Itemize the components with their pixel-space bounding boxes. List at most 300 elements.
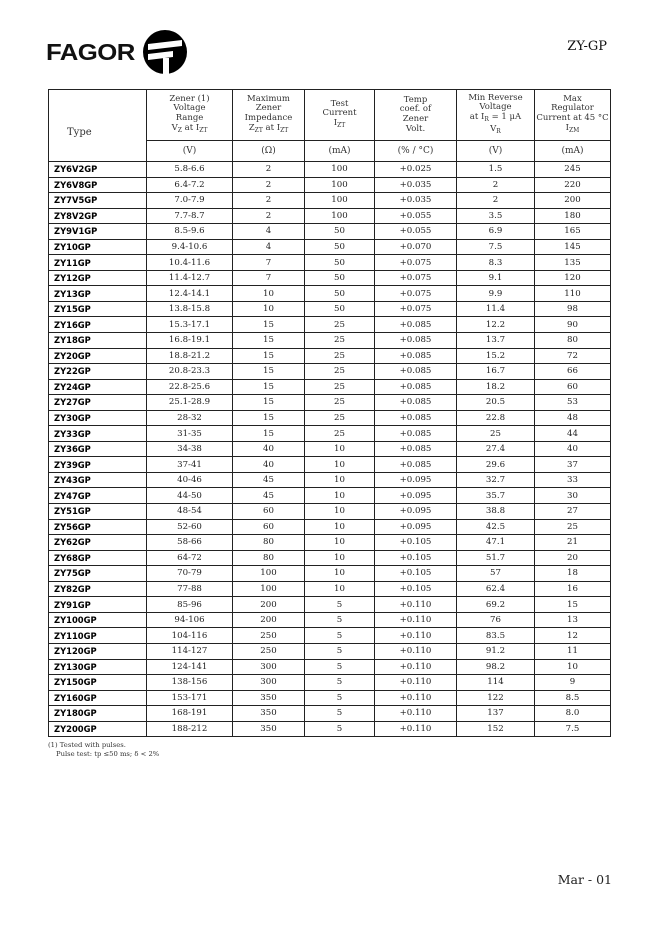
cell-temp-coef: +0.110 xyxy=(375,706,457,722)
cell-impedance: 15 xyxy=(233,317,305,333)
cell-regulator-current: 11 xyxy=(535,643,611,659)
table-header-row xyxy=(49,90,611,141)
cell-temp-coef: +0.105 xyxy=(375,535,457,551)
cell-temp-coef: +0.105 xyxy=(375,581,457,597)
cell-test-current: 100 xyxy=(305,162,375,178)
cell-reverse-voltage: 42.5 xyxy=(457,519,535,535)
cell-test-current: 5 xyxy=(305,643,375,659)
cell-temp-coef: +0.070 xyxy=(375,239,457,255)
cell-zener-voltage: 64-72 xyxy=(147,550,233,566)
cell-impedance: 300 xyxy=(233,659,305,675)
cell-type: ZY12GP xyxy=(49,270,147,286)
cell-type: ZY110GP xyxy=(49,628,147,644)
table-row xyxy=(49,333,611,349)
cell-zener-voltage: 58-66 xyxy=(147,535,233,551)
cell-regulator-current: 20 xyxy=(535,550,611,566)
cell-zener-voltage: 10.4-11.6 xyxy=(147,255,233,271)
cell-impedance: 350 xyxy=(233,706,305,722)
cell-zener-voltage: 34-38 xyxy=(147,441,233,457)
table-row xyxy=(49,581,611,597)
cell-zener-voltage: 77-88 xyxy=(147,581,233,597)
cell-regulator-current: 53 xyxy=(535,395,611,411)
cell-type: ZY160GP xyxy=(49,690,147,706)
col-header-test-current: Test Current $I_{ZT}$ xyxy=(305,90,375,141)
cell-temp-coef: +0.025 xyxy=(375,162,457,178)
cell-reverse-voltage: 98.2 xyxy=(457,659,535,675)
footnote-pulses: (1) Tested with pulses. xyxy=(48,741,126,749)
cell-impedance: 40 xyxy=(233,457,305,473)
col-header-zener-voltage: Zener (1) Voltage Range $V_Z$ at $I_{ZT}$ xyxy=(147,90,233,141)
cell-reverse-voltage: 114 xyxy=(457,675,535,691)
cell-reverse-voltage: 91.2 xyxy=(457,643,535,659)
table-row xyxy=(49,162,611,178)
cell-temp-coef: +0.110 xyxy=(375,659,457,675)
table-row xyxy=(49,255,611,271)
cell-regulator-current: 66 xyxy=(535,364,611,380)
cell-impedance: 15 xyxy=(233,364,305,380)
cell-regulator-current: 44 xyxy=(535,426,611,442)
cell-impedance: 45 xyxy=(233,488,305,504)
cell-reverse-voltage: 25 xyxy=(457,426,535,442)
cell-regulator-current: 180 xyxy=(535,208,611,224)
table-row xyxy=(49,488,611,504)
cell-zener-voltage: 7.0-7.9 xyxy=(147,193,233,209)
table-row xyxy=(49,239,611,255)
cell-test-current: 5 xyxy=(305,675,375,691)
cell-reverse-voltage: 47.1 xyxy=(457,535,535,551)
table-row xyxy=(49,612,611,628)
cell-regulator-current: 33 xyxy=(535,472,611,488)
cell-temp-coef: +0.095 xyxy=(375,504,457,520)
table-row xyxy=(49,364,611,380)
cell-impedance: 15 xyxy=(233,379,305,395)
cell-regulator-current: 245 xyxy=(535,162,611,178)
table-row xyxy=(49,286,611,302)
cell-impedance: 200 xyxy=(233,597,305,613)
cell-zener-voltage: 94-106 xyxy=(147,612,233,628)
cell-impedance: 45 xyxy=(233,472,305,488)
cell-test-current: 5 xyxy=(305,659,375,675)
cell-test-current: 25 xyxy=(305,333,375,349)
cell-test-current: 50 xyxy=(305,286,375,302)
cell-temp-coef: +0.110 xyxy=(375,675,457,691)
cell-impedance: 80 xyxy=(233,535,305,551)
page-header xyxy=(0,0,662,80)
cell-reverse-voltage: 69.2 xyxy=(457,597,535,613)
cell-zener-voltage: 40-46 xyxy=(147,472,233,488)
cell-reverse-voltage: 9.1 xyxy=(457,270,535,286)
table-row xyxy=(49,519,611,535)
cell-impedance: 60 xyxy=(233,519,305,535)
cell-temp-coef: +0.110 xyxy=(375,721,457,737)
cell-zener-voltage: 52-60 xyxy=(147,519,233,535)
cell-impedance: 2 xyxy=(233,208,305,224)
cell-reverse-voltage: 152 xyxy=(457,721,535,737)
cell-test-current: 10 xyxy=(305,472,375,488)
footnotes xyxy=(48,741,159,759)
cell-impedance: 7 xyxy=(233,270,305,286)
col-header-type: Type xyxy=(49,90,147,162)
cell-impedance: 7 xyxy=(233,255,305,271)
cell-temp-coef: +0.110 xyxy=(375,628,457,644)
unit-reverse-voltage: (V) xyxy=(457,141,535,162)
cell-type: ZY75GP xyxy=(49,566,147,582)
cell-test-current: 50 xyxy=(305,224,375,240)
cell-impedance: 300 xyxy=(233,675,305,691)
cell-test-current: 10 xyxy=(305,535,375,551)
cell-temp-coef: +0.110 xyxy=(375,643,457,659)
cell-reverse-voltage: 22.8 xyxy=(457,410,535,426)
cell-test-current: 10 xyxy=(305,550,375,566)
table-row xyxy=(49,270,611,286)
table-body xyxy=(49,162,611,737)
cell-test-current: 50 xyxy=(305,301,375,317)
cell-test-current: 50 xyxy=(305,255,375,271)
cell-test-current: 5 xyxy=(305,612,375,628)
table-row xyxy=(49,379,611,395)
cell-type: ZY24GP xyxy=(49,379,147,395)
cell-type: ZY100GP xyxy=(49,612,147,628)
unit-voltage: (V) xyxy=(147,141,233,162)
cell-reverse-voltage: 29.6 xyxy=(457,457,535,473)
cell-impedance: 350 xyxy=(233,721,305,737)
cell-test-current: 50 xyxy=(305,239,375,255)
cell-type: ZY33GP xyxy=(49,426,147,442)
cell-temp-coef: +0.085 xyxy=(375,317,457,333)
cell-test-current: 10 xyxy=(305,519,375,535)
cell-zener-voltage: 7.7-8.7 xyxy=(147,208,233,224)
cell-temp-coef: +0.075 xyxy=(375,301,457,317)
cell-reverse-voltage: 18.2 xyxy=(457,379,535,395)
cell-type: ZY200GP xyxy=(49,721,147,737)
col-header-temp-coef: Temp coef. of Zener Volt. xyxy=(375,90,457,141)
cell-type: ZY56GP xyxy=(49,519,147,535)
cell-impedance: 350 xyxy=(233,690,305,706)
cell-impedance: 4 xyxy=(233,239,305,255)
cell-type: ZY27GP xyxy=(49,395,147,411)
unit-test-current: (mA) xyxy=(305,141,375,162)
cell-temp-coef: +0.095 xyxy=(375,519,457,535)
cell-zener-voltage: 8.5-9.6 xyxy=(147,224,233,240)
cell-test-current: 25 xyxy=(305,410,375,426)
table-row xyxy=(49,690,611,706)
cell-zener-voltage: 37-41 xyxy=(147,457,233,473)
cell-zener-voltage: 9.4-10.6 xyxy=(147,239,233,255)
table-row xyxy=(49,410,611,426)
cell-impedance: 10 xyxy=(233,286,305,302)
table-row xyxy=(49,317,611,333)
cell-reverse-voltage: 1.5 xyxy=(457,162,535,178)
cell-type: ZY150GP xyxy=(49,675,147,691)
cell-temp-coef: +0.085 xyxy=(375,457,457,473)
cell-temp-coef: +0.085 xyxy=(375,364,457,380)
brand-name: FAGOR xyxy=(46,38,135,65)
cell-temp-coef: +0.105 xyxy=(375,566,457,582)
cell-impedance: 250 xyxy=(233,628,305,644)
cell-type: ZY180GP xyxy=(49,706,147,722)
cell-reverse-voltage: 15.2 xyxy=(457,348,535,364)
cell-type: ZY6V2GP xyxy=(49,162,147,178)
cell-type: ZY91GP xyxy=(49,597,147,613)
cell-test-current: 5 xyxy=(305,721,375,737)
cell-regulator-current: 60 xyxy=(535,379,611,395)
table-row xyxy=(49,395,611,411)
cell-test-current: 25 xyxy=(305,348,375,364)
cell-test-current: 10 xyxy=(305,488,375,504)
cell-zener-voltage: 11.4-12.7 xyxy=(147,270,233,286)
cell-reverse-voltage: 27.4 xyxy=(457,441,535,457)
table-row xyxy=(49,457,611,473)
cell-temp-coef: +0.110 xyxy=(375,597,457,613)
cell-zener-voltage: 104-116 xyxy=(147,628,233,644)
cell-zener-voltage: 44-50 xyxy=(147,488,233,504)
table-row xyxy=(49,348,611,364)
table-row xyxy=(49,550,611,566)
table-row xyxy=(49,472,611,488)
cell-impedance: 15 xyxy=(233,410,305,426)
table-row xyxy=(49,675,611,691)
cell-reverse-voltage: 6.9 xyxy=(457,224,535,240)
cell-reverse-voltage: 2 xyxy=(457,193,535,209)
cell-type: ZY7V5GP xyxy=(49,193,147,209)
cell-reverse-voltage: 7.5 xyxy=(457,239,535,255)
table-row xyxy=(49,301,611,317)
cell-regulator-current: 16 xyxy=(535,581,611,597)
cell-regulator-current: 110 xyxy=(535,286,611,302)
cell-zener-voltage: 48-54 xyxy=(147,504,233,520)
cell-reverse-voltage: 2 xyxy=(457,177,535,193)
cell-test-current: 25 xyxy=(305,364,375,380)
cell-reverse-voltage: 20.5 xyxy=(457,395,535,411)
cell-regulator-current: 90 xyxy=(535,317,611,333)
cell-temp-coef: +0.085 xyxy=(375,441,457,457)
cell-regulator-current: 12 xyxy=(535,628,611,644)
cell-test-current: 5 xyxy=(305,690,375,706)
cell-type: ZY10GP xyxy=(49,239,147,255)
table-row xyxy=(49,628,611,644)
unit-temp-coef: (% / °C) xyxy=(375,141,457,162)
cell-type: ZY15GP xyxy=(49,301,147,317)
cell-regulator-current: 72 xyxy=(535,348,611,364)
cell-type: ZY36GP xyxy=(49,441,147,457)
cell-impedance: 60 xyxy=(233,504,305,520)
cell-reverse-voltage: 35.7 xyxy=(457,488,535,504)
cell-type: ZY130GP xyxy=(49,659,147,675)
table-row xyxy=(49,177,611,193)
cell-temp-coef: +0.075 xyxy=(375,270,457,286)
cell-regulator-current: 120 xyxy=(535,270,611,286)
cell-reverse-voltage: 9.9 xyxy=(457,286,535,302)
cell-zener-voltage: 6.4-7.2 xyxy=(147,177,233,193)
cell-type: ZY82GP xyxy=(49,581,147,597)
cell-type: ZY22GP xyxy=(49,364,147,380)
cell-type: ZY47GP xyxy=(49,488,147,504)
cell-test-current: 50 xyxy=(305,270,375,286)
cell-temp-coef: +0.110 xyxy=(375,690,457,706)
cell-regulator-current: 15 xyxy=(535,597,611,613)
table-row xyxy=(49,504,611,520)
cell-test-current: 25 xyxy=(305,317,375,333)
cell-reverse-voltage: 83.5 xyxy=(457,628,535,644)
cell-zener-voltage: 20.8-23.3 xyxy=(147,364,233,380)
cell-test-current: 100 xyxy=(305,177,375,193)
fagor-logo xyxy=(46,30,187,74)
cell-reverse-voltage: 32.7 xyxy=(457,472,535,488)
cell-regulator-current: 7.5 xyxy=(535,721,611,737)
revision-date: Mar - 01 xyxy=(557,872,612,887)
cell-type: ZY18GP xyxy=(49,333,147,349)
cell-zener-voltage: 12.4-14.1 xyxy=(147,286,233,302)
cell-test-current: 5 xyxy=(305,628,375,644)
cell-test-current: 25 xyxy=(305,426,375,442)
cell-type: ZY51GP xyxy=(49,504,147,520)
cell-zener-voltage: 25.1-28.9 xyxy=(147,395,233,411)
cell-regulator-current: 13 xyxy=(535,612,611,628)
cell-regulator-current: 18 xyxy=(535,566,611,582)
cell-reverse-voltage: 38.8 xyxy=(457,504,535,520)
cell-regulator-current: 80 xyxy=(535,333,611,349)
cell-type: ZY6V8GP xyxy=(49,177,147,193)
cell-temp-coef: +0.035 xyxy=(375,177,457,193)
cell-reverse-voltage: 3.5 xyxy=(457,208,535,224)
cell-zener-voltage: 22.8-25.6 xyxy=(147,379,233,395)
cell-temp-coef: +0.085 xyxy=(375,395,457,411)
unit-regulator-current: (mA) xyxy=(535,141,611,162)
cell-type: ZY39GP xyxy=(49,457,147,473)
cell-test-current: 25 xyxy=(305,379,375,395)
cell-test-current: 100 xyxy=(305,208,375,224)
cell-zener-voltage: 28-32 xyxy=(147,410,233,426)
cell-reverse-voltage: 51.7 xyxy=(457,550,535,566)
cell-reverse-voltage: 62.4 xyxy=(457,581,535,597)
cell-temp-coef: +0.075 xyxy=(375,255,457,271)
cell-test-current: 10 xyxy=(305,457,375,473)
cell-regulator-current: 220 xyxy=(535,177,611,193)
cell-zener-voltage: 85-96 xyxy=(147,597,233,613)
zener-spec-table xyxy=(48,89,611,737)
cell-impedance: 2 xyxy=(233,193,305,209)
col-header-zener-impedance: Maximum Zener Impedance $Z_{ZT}$ at $I_{ZT}$ xyxy=(233,90,305,141)
cell-zener-voltage: 16.8-19.1 xyxy=(147,333,233,349)
fagor-emblem-icon xyxy=(143,30,187,74)
table-row xyxy=(49,597,611,613)
cell-temp-coef: +0.085 xyxy=(375,333,457,349)
cell-impedance: 15 xyxy=(233,348,305,364)
cell-zener-voltage: 70-79 xyxy=(147,566,233,582)
cell-impedance: 2 xyxy=(233,162,305,178)
cell-zener-voltage: 124-141 xyxy=(147,659,233,675)
table-row xyxy=(49,535,611,551)
cell-type: ZY16GP xyxy=(49,317,147,333)
cell-regulator-current: 21 xyxy=(535,535,611,551)
cell-test-current: 10 xyxy=(305,581,375,597)
cell-regulator-current: 9 xyxy=(535,675,611,691)
cell-temp-coef: +0.055 xyxy=(375,208,457,224)
cell-impedance: 2 xyxy=(233,177,305,193)
cell-impedance: 40 xyxy=(233,441,305,457)
cell-impedance: 4 xyxy=(233,224,305,240)
cell-impedance: 15 xyxy=(233,426,305,442)
footnote-pulse-test: Pulse test: tp ≤50 ms; δ < 2% xyxy=(56,750,160,758)
cell-temp-coef: +0.035 xyxy=(375,193,457,209)
cell-type: ZY8V2GP xyxy=(49,208,147,224)
unit-impedance: (Ω) xyxy=(233,141,305,162)
cell-regulator-current: 8.0 xyxy=(535,706,611,722)
cell-test-current: 10 xyxy=(305,504,375,520)
cell-zener-voltage: 188-212 xyxy=(147,721,233,737)
cell-zener-voltage: 114-127 xyxy=(147,643,233,659)
cell-impedance: 250 xyxy=(233,643,305,659)
cell-test-current: 25 xyxy=(305,395,375,411)
table-row xyxy=(49,208,611,224)
cell-reverse-voltage: 137 xyxy=(457,706,535,722)
cell-regulator-current: 135 xyxy=(535,255,611,271)
cell-type: ZY43GP xyxy=(49,472,147,488)
cell-temp-coef: +0.085 xyxy=(375,348,457,364)
cell-regulator-current: 200 xyxy=(535,193,611,209)
cell-zener-voltage: 138-156 xyxy=(147,675,233,691)
cell-zener-voltage: 31-35 xyxy=(147,426,233,442)
cell-reverse-voltage: 8.3 xyxy=(457,255,535,271)
table-row xyxy=(49,566,611,582)
cell-regulator-current: 165 xyxy=(535,224,611,240)
cell-temp-coef: +0.095 xyxy=(375,472,457,488)
cell-regulator-current: 37 xyxy=(535,457,611,473)
cell-impedance: 100 xyxy=(233,566,305,582)
cell-type: ZY30GP xyxy=(49,410,147,426)
cell-reverse-voltage: 122 xyxy=(457,690,535,706)
cell-reverse-voltage: 16.7 xyxy=(457,364,535,380)
cell-zener-voltage: 168-191 xyxy=(147,706,233,722)
cell-impedance: 15 xyxy=(233,395,305,411)
cell-zener-voltage: 13.8-15.8 xyxy=(147,301,233,317)
table-row xyxy=(49,224,611,240)
cell-regulator-current: 27 xyxy=(535,504,611,520)
cell-temp-coef: +0.110 xyxy=(375,612,457,628)
cell-impedance: 200 xyxy=(233,612,305,628)
cell-type: ZY62GP xyxy=(49,535,147,551)
cell-reverse-voltage: 13.7 xyxy=(457,333,535,349)
cell-regulator-current: 30 xyxy=(535,488,611,504)
cell-test-current: 5 xyxy=(305,706,375,722)
cell-regulator-current: 10 xyxy=(535,659,611,675)
cell-reverse-voltage: 76 xyxy=(457,612,535,628)
cell-temp-coef: +0.075 xyxy=(375,286,457,302)
cell-test-current: 10 xyxy=(305,441,375,457)
cell-temp-coef: +0.085 xyxy=(375,426,457,442)
table-row xyxy=(49,193,611,209)
cell-regulator-current: 25 xyxy=(535,519,611,535)
table-row xyxy=(49,659,611,675)
cell-zener-voltage: 5.8-6.6 xyxy=(147,162,233,178)
table-row xyxy=(49,441,611,457)
cell-type: ZY13GP xyxy=(49,286,147,302)
cell-reverse-voltage: 57 xyxy=(457,566,535,582)
cell-regulator-current: 98 xyxy=(535,301,611,317)
cell-impedance: 80 xyxy=(233,550,305,566)
table-row xyxy=(49,721,611,737)
cell-test-current: 10 xyxy=(305,566,375,582)
cell-type: ZY120GP xyxy=(49,643,147,659)
cell-temp-coef: +0.095 xyxy=(375,488,457,504)
cell-reverse-voltage: 11.4 xyxy=(457,301,535,317)
cell-zener-voltage: 18.8-21.2 xyxy=(147,348,233,364)
cell-temp-coef: +0.055 xyxy=(375,224,457,240)
cell-temp-coef: +0.085 xyxy=(375,410,457,426)
cell-temp-coef: +0.105 xyxy=(375,550,457,566)
table-row xyxy=(49,706,611,722)
document-code: ZY-GP xyxy=(567,39,607,54)
